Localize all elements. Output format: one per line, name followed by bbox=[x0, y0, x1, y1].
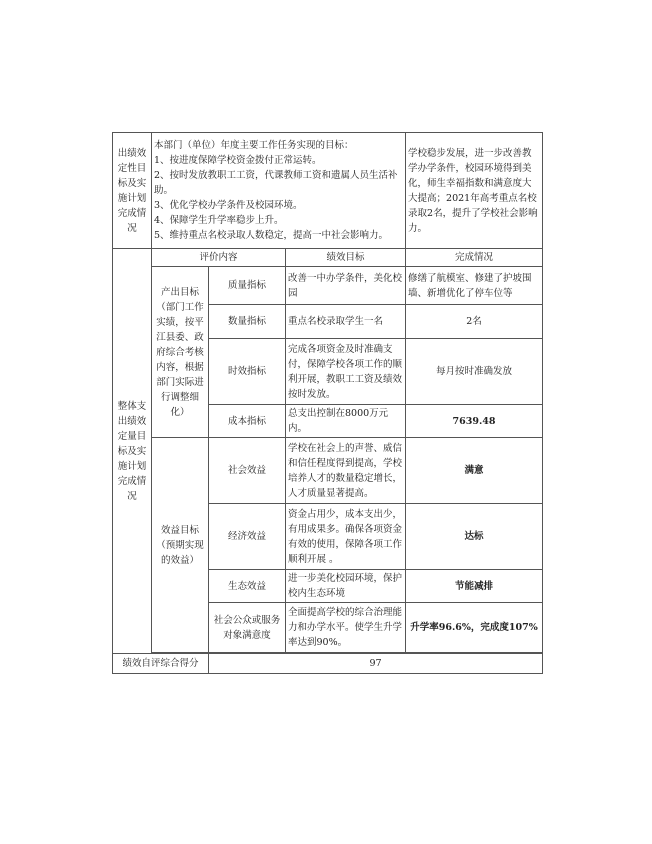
score-label: 绩效自评综合得分 bbox=[113, 654, 209, 674]
indicator-quality: 质量指标 bbox=[209, 267, 286, 305]
qualitative-targets bbox=[152, 133, 406, 249]
done-quality: 修缮了航模室、修建了护坡围墙、新增优化了停车位等 bbox=[406, 267, 543, 305]
indicator-satisfaction: 社会公众或服务对象满意度 bbox=[209, 603, 286, 653]
target-satisfaction: 全面提高学校的综合治理能力和办学水平。使学生升学率达到90%。 bbox=[286, 603, 406, 653]
header-target: 绩效目标 bbox=[286, 249, 406, 267]
output-row-quality bbox=[113, 267, 543, 305]
target-quality: 改善一中办学条件，美化校园 bbox=[286, 267, 406, 305]
target-social: 学校在社会上的声誉、威信和信任程度得到提高，学校培养人才的数量稳定增长，人才质量显著提高。 bbox=[286, 438, 406, 504]
done-satisfaction: 升学率96.6%，完成度107% bbox=[406, 603, 543, 653]
performance-table bbox=[112, 132, 543, 674]
done-quantity: 2名 bbox=[406, 305, 543, 339]
target-economic: 资金占用少，成本支出少，有用成果多。确保各项资金有效的使用，保障各项工作顺利开展 。 bbox=[286, 504, 406, 570]
indicator-quantity: 数量指标 bbox=[209, 305, 286, 339]
indicator-social: 社会效益 bbox=[209, 438, 286, 504]
indicator-ecological: 生态效益 bbox=[209, 570, 286, 603]
target-cost: 总支出控制在8000万元内。 bbox=[286, 405, 406, 438]
target-quantity: 重点名校录取学生一名 bbox=[286, 305, 406, 339]
indicator-timeliness: 时效指标 bbox=[209, 339, 286, 405]
done-social: 满意 bbox=[406, 438, 543, 504]
done-economic: 达标 bbox=[406, 504, 543, 570]
target-timeliness: 完成各项资金及时准确支付，保障学校各项工作的顺利开展，教职工工资及绩效按时发放。 bbox=[286, 339, 406, 405]
score-value: 97 bbox=[209, 654, 543, 674]
indicator-economic: 经济效益 bbox=[209, 504, 286, 570]
done-cost: 7639.48 bbox=[406, 405, 543, 438]
quantitative-label: 整体支出绩效定量目标及实施计划完成情况 bbox=[113, 249, 152, 654]
qualitative-label: 出绩效定性目标及实施计划完成情况 bbox=[113, 133, 152, 249]
done-ecological: 节能减排 bbox=[406, 570, 543, 603]
done-timeliness: 每月按时准确发放 bbox=[406, 339, 543, 405]
benefit-row-social bbox=[113, 438, 543, 504]
benefit-group-label: 效益目标（预期实现的效益） bbox=[152, 438, 209, 653]
target-ecological: 进一步美化校园环境，保护校内生态环境 bbox=[286, 570, 406, 603]
target-item-2: 2、按时发放教职工工资，代课教师工资和遗属人员生活补助。 bbox=[154, 170, 398, 196]
target-item-4: 4、保障学生升学率稳步上升。 bbox=[154, 215, 284, 226]
indicator-cost: 成本指标 bbox=[209, 405, 286, 438]
header-row bbox=[113, 249, 543, 267]
target-item-1: 1、按进度保障学校资金拨付正常运转。 bbox=[154, 155, 322, 166]
header-done: 完成情况 bbox=[406, 249, 543, 267]
targets-title: 本部门（单位）年度主要工作任务实现的目标： bbox=[154, 140, 354, 151]
score-row bbox=[113, 654, 543, 674]
header-content: 评价内容 bbox=[152, 249, 286, 267]
target-item-5: 5、维持重点名校录取人数稳定，提高一中社会影响力。 bbox=[154, 230, 389, 241]
output-group-label: 产出目标（部门工作实绩，按平江县委、政府综合考核内容，根据部门实际进行调整细化） bbox=[152, 267, 209, 438]
target-item-3: 3、优化学校办学条件及校园环境。 bbox=[154, 200, 303, 211]
qualitative-row bbox=[113, 133, 543, 249]
qualitative-result: 学校稳步发展，进一步改善教学办学条件，校园环境得到美化，师生幸福指数和满意度大大提高；2021年高考重点名校录取2名，提升了学校社会影响力。 bbox=[406, 133, 543, 249]
